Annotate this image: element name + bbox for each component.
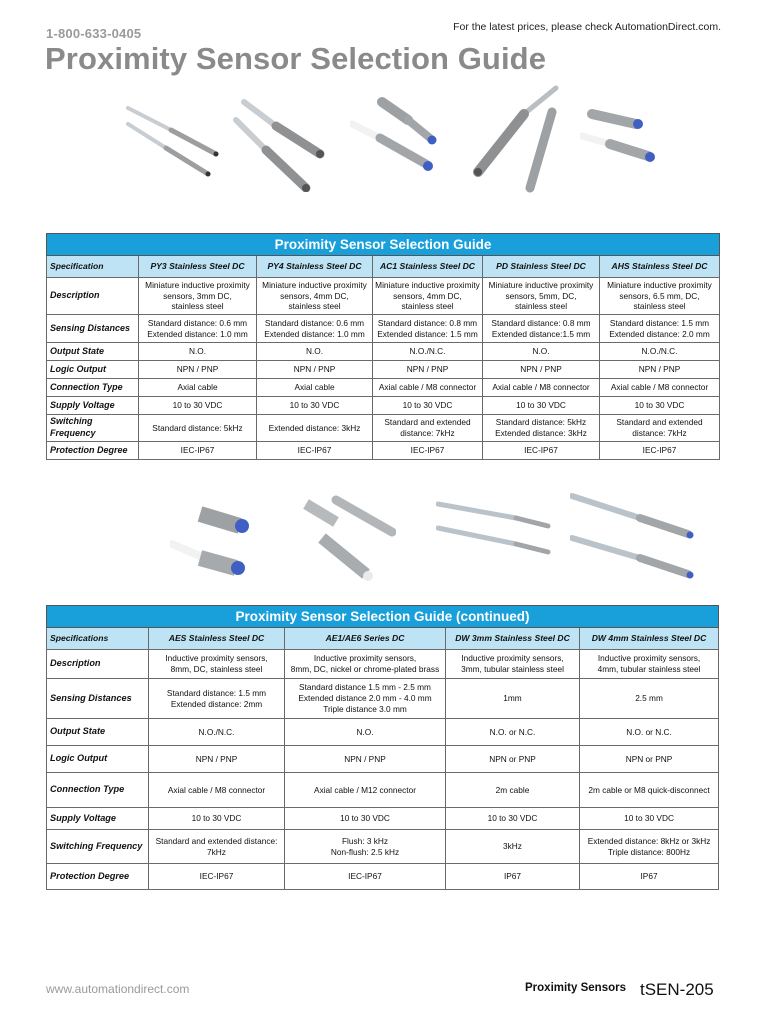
table-cell [373,278,483,315]
cell-line: 2m cable [495,784,530,795]
table-row [47,773,719,808]
cell-line: Miniature inductive proximity [145,279,250,290]
table-header-row [47,256,720,278]
table-cell [285,679,446,719]
column-header-model: PY4 Stainless Steel DC [257,256,373,278]
table-row [47,442,720,460]
cell-line: sensors, 5mm, DC, [505,290,577,301]
table-cell [446,864,580,890]
cell-line: Standard distance: 5kHz [152,422,243,433]
cell-line: Standard distance 1.5 mm - 2.5 mm [299,682,431,693]
table-cell [139,379,257,397]
cell-line: Inductive proximity sensors, [165,653,268,664]
cell-line: Standard distance: 5kHz [495,417,587,428]
cell-line: Axial cable / M12 connector [314,784,416,795]
column-header-model: PD Stainless Steel DC [483,256,600,278]
cell-line: N.O. [305,346,324,357]
cell-line: IEC-IP67 [348,871,382,882]
table-row [47,650,719,679]
prices-note: For the latest prices, please check AutomationDirect.com. [453,21,721,33]
product-photo-py4 [226,92,326,192]
cell-line: Extended distance:1.5 mm [491,328,591,339]
cell-line: Miniature inductive proximity [262,279,367,290]
table-cell [149,650,285,679]
table-row [47,278,720,315]
table-cell [446,679,580,719]
column-header-model: DW 4mm Stainless Steel DC [580,628,719,650]
table-cell [257,397,373,415]
cell-line: Axial cable [177,382,218,393]
table-row [47,679,719,719]
table-cell [580,719,719,746]
table-row [47,746,719,773]
table-cell [373,415,483,442]
cell-line: 10 to 30 VDC [172,400,223,411]
column-header-model: AE1/AE6 Series DC [285,628,446,650]
table-cell [446,719,580,746]
cell-line: distance: 7kHz [400,428,455,438]
row-label: Protection Degree [47,442,139,460]
table-cell [149,864,285,890]
table-cell [483,278,600,315]
footer-url[interactable]: www.automationdirect.com [46,982,190,996]
table-cell [285,864,446,890]
product-photo-strip-top [120,84,660,204]
cell-line: N.O. [188,346,207,357]
cell-line: Axial cable / M8 connector [378,382,477,393]
table-cell [139,415,257,442]
table-cell [600,397,720,415]
phone-number: 1-800-633-0405 [46,26,142,41]
cell-line: 10 to 30 VDC [487,813,538,824]
page-number: tSEN-205 [640,980,714,999]
row-label: Switching Frequency [47,830,149,864]
table-cell [600,278,720,315]
cell-line: 3mm, tubular stainless steel [461,664,564,674]
table-cell [285,808,446,830]
cell-line: NPN or PNP [625,753,673,764]
table-cell [373,343,483,361]
row-label: Sensing Distances [47,679,149,719]
row-label: Connection Type [47,773,149,808]
selection-guide-table [46,233,720,460]
column-header-model: DW 3mm Stainless Steel DC [446,628,580,650]
table-cell [483,415,600,442]
cell-line: Axial cable / M8 connector [610,382,709,393]
cell-line: Standard distance: 1.5 mm [609,317,710,328]
cell-line: 8mm, DC, stainless steel [170,664,263,674]
table-row [47,808,719,830]
table-cell [149,746,285,773]
row-label: Connection Type [47,379,139,397]
product-photo-ac1 [350,86,450,186]
column-header-model: AHS Stainless Steel DC [600,256,720,278]
cell-line: 10 to 30 VDC [624,813,674,824]
cell-line: N.O. or N.C. [489,726,536,737]
table-cell [139,343,257,361]
table-cell [483,379,600,397]
table-cell [580,808,719,830]
table-cell [600,415,720,442]
cell-line: NPN / PNP [520,364,562,375]
table-cell [373,361,483,379]
table-cell [446,808,580,830]
table-cell [446,650,580,679]
table-cell [580,864,719,890]
table-title: Proximity Sensor Selection Guide [47,234,720,256]
table-row [47,830,719,864]
row-label: Logic Output [47,361,139,379]
cell-line: Miniature inductive proximity [607,279,712,290]
table-cell [483,343,600,361]
column-header-model: PY3 Stainless Steel DC [139,256,257,278]
table-cell [446,746,580,773]
cell-line: sensors, 4mm DC, [280,290,349,301]
table-cell [285,746,446,773]
table-header-row [47,628,719,650]
table-cell [285,830,446,864]
cell-line: 1mm [503,693,522,704]
cell-line: Miniature inductive proximity [488,279,594,290]
product-photo-strip-middle [160,486,700,596]
cell-line: N.O./N.C. [641,346,678,357]
cell-line: Triple distance: 800Hz [607,846,691,857]
cell-line: Extended distance: 8kHz or 3kHz [587,835,711,846]
row-label: Sensing Distances [47,315,139,343]
product-photo-aes [170,494,250,589]
row-label: Description [47,278,139,315]
cell-line: 4mm, tubular stainless steel [597,664,701,674]
column-header-spec: Specification [47,256,139,278]
cell-line: Standard and extended [616,417,703,428]
cell-line: Inductive proximity sensors, [461,653,564,664]
table-row [47,397,720,415]
cell-line: Standard distance: 0.6 mm [264,317,365,328]
cell-line: N.O./N.C. [198,726,235,737]
cell-line: Axial cable [294,382,335,393]
product-photo-dw4mm [570,490,700,585]
cell-line: 8mm, DC, nickel or chrome-plated brass [290,664,440,674]
cell-line: 10 to 30 VDC [516,400,566,411]
row-label: Switching Frequency [47,415,139,442]
table-cell [285,719,446,746]
row-label: Supply Voltage [47,397,139,415]
cell-line: Inductive proximity sensors, [313,653,417,664]
cell-line: NPN / PNP [638,364,681,375]
cell-line: Extended distance: 2.0 mm [609,328,710,339]
product-photo-py3 [126,98,226,178]
table-row [47,719,719,746]
column-header-spec: Specifications [47,628,149,650]
cell-line: IEC-IP67 [642,445,677,456]
column-header-model: AES Stainless Steel DC [149,628,285,650]
table-cell [139,442,257,460]
cell-line: Extended distance: 3kHz [495,428,587,438]
row-label: Output State [47,719,149,746]
cell-line: stainless steel [633,301,686,312]
table-cell [139,361,257,379]
table-row [47,379,720,397]
table-cell [580,830,719,864]
table-cell [139,397,257,415]
cell-line: 2m cable or M8 quick-disconnect [588,784,710,795]
table-cell [483,361,600,379]
cell-line: Flush: 3 kHz [341,835,389,846]
table-cell [373,442,483,460]
cell-line: 10 to 30 VDC [340,813,390,824]
table-row [47,343,720,361]
cell-line: Standard distance: 0.6 mm [147,317,248,328]
product-photo-dw3mm [436,494,556,564]
cell-line: NPN / PNP [344,753,386,764]
row-label: Output State [47,343,139,361]
cell-line: Extended distance: 1.0 mm [264,328,365,339]
cell-line: N.O. [356,726,374,737]
table-cell [446,830,580,864]
cell-line: IEC-IP67 [297,445,332,456]
table-cell [600,361,720,379]
table-cell [373,379,483,397]
page-title: Proximity Sensor Selection Guide [45,41,547,76]
table-cell [149,808,285,830]
cell-line: N.O. or N.C. [626,726,672,737]
cell-line: IEC-IP67 [410,445,445,456]
table-cell [257,361,373,379]
row-label: Protection Degree [47,864,149,890]
column-header-model: AC1 Stainless Steel DC [373,256,483,278]
table-cell [580,679,719,719]
cell-line: Standard and extended [384,417,471,428]
cell-line: Triple distance 3.0 mm [323,703,407,714]
table-cell [373,315,483,343]
cell-line: Extended distance 2.0 mm - 4.0 mm [298,693,432,704]
cell-line: sensors, 3mm DC, [163,290,232,301]
cell-line: NPN / PNP [406,364,449,375]
cell-line: Extended distance: 1.5 mm [377,328,478,339]
table-cell [483,442,600,460]
table-cell [149,830,285,864]
cell-line: stainless steel [401,301,454,312]
cell-line: Axial cable / M8 connector [167,784,266,795]
table-cell [600,379,720,397]
cell-line: Standard and extended distance: [155,835,278,846]
cell-line: Extended distance: 3kHz [268,422,361,433]
table-row [47,415,720,442]
cell-line: 7kHz [207,846,226,857]
table-cell [600,343,720,361]
cell-line: IEC-IP67 [180,445,215,456]
table-cell [257,343,373,361]
cell-line: IP67 [640,871,658,882]
cell-line: 10 to 30 VDC [402,400,453,411]
cell-line: Standard distance: 1.5 mm [166,687,267,698]
table-cell [373,397,483,415]
cell-line: 10 to 30 VDC [191,813,242,824]
table-cell [600,315,720,343]
table-cell [149,679,285,719]
cell-line: Inductive proximity sensors, [597,653,701,664]
cell-line: stainless steel [171,301,224,312]
table-cell [285,650,446,679]
table-row [47,315,720,343]
selection-guide-continued-table [46,605,719,890]
table-cell [580,773,719,808]
table-cell [139,315,257,343]
cell-line: sensors, 4mm DC, [393,290,462,301]
cell-line: N.O./N.C. [409,346,446,357]
cell-line: Axial cable / M8 connector [492,382,590,393]
cell-line: 2.5 mm [635,693,663,704]
table-cell [257,315,373,343]
table-cell [139,278,257,315]
cell-line: stainless steel [514,301,568,312]
table-cell [257,415,373,442]
table-cell [446,773,580,808]
product-photo-ae1-ae6 [296,490,396,590]
cell-line: N.O. [532,346,550,357]
product-photo-pd [460,84,560,194]
cell-line: Standard distance: 0.8 mm [377,317,478,328]
table-cell [580,746,719,773]
row-label: Description [47,650,149,679]
table-cell [285,773,446,808]
table-cell [149,773,285,808]
table-cell [149,719,285,746]
cell-line: distance: 7kHz [632,428,687,438]
cell-line: NPN / PNP [176,364,219,375]
cell-line: IEC-IP67 [199,871,234,882]
cell-line: NPN or PNP [489,753,536,764]
cell-line: NPN / PNP [293,364,336,375]
table-row [47,361,720,379]
table-cell [257,278,373,315]
cell-line: 3kHz [503,841,522,852]
row-label: Logic Output [47,746,149,773]
cell-line: 10 to 30 VDC [634,400,685,411]
cell-line: 10 to 30 VDC [289,400,340,411]
cell-line: Standard distance: 0.8 mm [491,317,591,328]
cell-line: Non-flush: 2.5 kHz [330,846,400,857]
cell-line: Miniature inductive proximity [375,279,480,290]
table-cell [600,442,720,460]
footer-section: Proximity Sensors [525,982,626,994]
cell-line: Extended distance: 2mm [170,698,263,709]
table-cell [580,650,719,679]
table-cell [483,397,600,415]
cell-line: IEC-IP67 [524,445,558,456]
table-title: Proximity Sensor Selection Guide (continued) [47,606,719,628]
cell-line: IP67 [503,871,522,882]
table-cell [483,315,600,343]
cell-line: stainless steel [288,301,341,312]
cell-line: NPN / PNP [195,753,238,764]
table-cell [257,442,373,460]
table-row [47,864,719,890]
row-label: Supply Voltage [47,808,149,830]
cell-line: Extended distance: 1.0 mm [147,328,248,339]
table-cell [257,379,373,397]
cell-line: sensors, 6.5 mm, DC, [619,290,700,301]
product-photo-ahs [580,106,660,176]
